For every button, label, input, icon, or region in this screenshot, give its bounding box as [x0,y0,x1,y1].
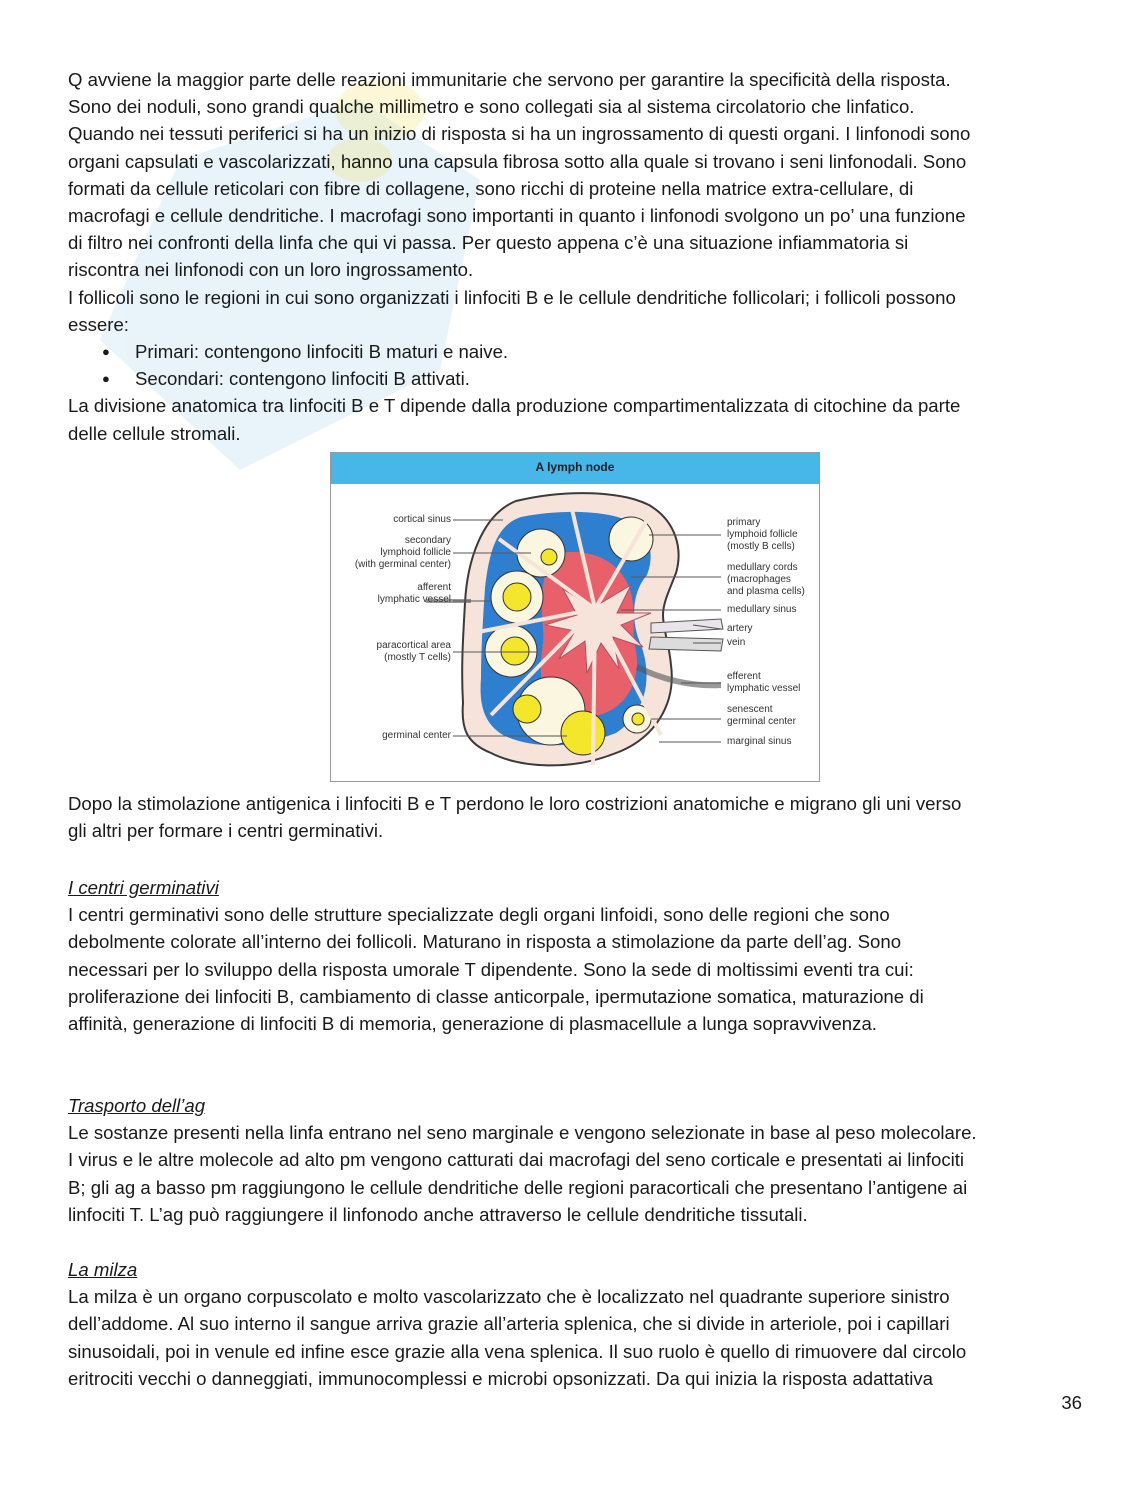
spleen-line: sinusoidali, poi in venule ed infine esce grazie alla vena splenica. Il suo ruolo è quello di rimuovere dal circolo [68,1340,967,1362]
list-item: ● Secondari: contengono linfociti B attivati. [68,365,970,392]
germinal-line: affinità, generazione di linfociti B di memoria, generazione di plasmacellule a lunga sopravvivenza. [68,1013,877,1035]
transport-line: I virus e le altre molecole ad alto pm vengono catturati dai macrofagi del seno corticale e presentati ai linfociti [68,1149,965,1171]
spleen-line: dell’addome. Al suo interno il sangue arriva grazie all’arteria splenica, che si divide in arteriole, poi i capillari [68,1313,950,1335]
after-figure-section [68,790,961,844]
intro-line: riscontra nei linfonodi con un loro ingrossamento. [68,259,474,281]
spleen-section [68,1256,966,1392]
follicles-line: delle cellule stromali. [68,422,241,444]
page-number: 36 [1061,1392,1082,1413]
germinal-line: debolmente colorate all’interno dei follicoli. Maturano in risposta a stimolazione da parte dell’ag. Sono [68,931,902,953]
germinal-line: I centri germinativi sono delle strutture specializzate degli organi linfoidi, sono delle regioni che sono [68,904,890,926]
intro-section [68,66,970,447]
germinal-center [541,549,557,565]
spleen-line: eritrociti vecchi o danneggiati, immunocomplessi e microbi opsonizzati. Da qui inizia la risposta adattativa [68,1367,934,1389]
germinal-center [503,583,531,611]
label-afferent-vessel: afferent lymphatic vessel [377,582,451,605]
list-item: ● Primari: contengono linfociti B maturi e naive. [68,338,970,365]
follicles-line: essere: [68,313,129,335]
label-secondary-follicle: secondary lymphoid follicle (with germinal center) [354,535,451,570]
germinal-center [501,637,529,665]
intro-line: Q avviene la maggior parte delle reazioni immunitarie che servono per garantire la specificità della risposta. [68,69,951,90]
intro-line: formati da cellule reticolari con fibre di collagene, sono ricchi di proteine nella matrice extra-cellulare, di [68,177,914,199]
label-senescent-germinal-center: senescent germinal center [727,704,796,727]
germinal-center [561,711,605,755]
follicle-type-list [68,338,970,392]
label-primary-follicle: primary lymphoid follicle (mostly B cells) [727,517,798,552]
figure-title: A lymph node [535,460,615,474]
label-vein: vein [727,637,746,648]
label-cortical-sinus: cortical sinus [393,514,451,525]
follicles-line: I follicoli sono le regioni in cui sono organizzati i linfociti B e le cellule dendritiche follicolari; i follicoli possono [68,286,956,308]
section-heading: La milza [68,1259,138,1280]
after-figure-line: gli altri per formare i centri germinativi. [68,820,384,842]
label-marginal-sinus: marginal sinus [727,736,792,747]
intro-line: Sono dei noduli, sono grandi qualche millimetro e sono collegati sia al sistema circolatorio che linfatico. [68,96,915,118]
germinal-center [513,695,541,723]
after-figure-line: Dopo la stimolazione antigenica i linfociti B e T perdono le loro costrizioni anatomiche e migrano gli uni verso [68,793,962,814]
lymph-node-figure [330,452,820,782]
germinal-line: necessari per lo sviluppo della risposta umorale T dipendente. Sono la sede di moltissimi eventi tra cui: [68,958,914,980]
section-heading: Trasporto dell’ag [68,1095,206,1116]
germinal-centers-section [68,874,924,1037]
intro-line: Quando nei tessuti periferici si ha un inizio di risposta si ha un ingrossamento di questi organi. I linfonodi sono [68,123,971,145]
antigen-transport-section [68,1092,977,1228]
label-germinal-center: germinal center [382,730,451,741]
follicles-line: La divisione anatomica tra linfociti B e T dipende dalla produzione compartimentalizzata di citochine da parte [68,395,961,417]
label-efferent-vessel: efferent lymphatic vessel [727,671,801,694]
transport-line: B; gli ag a basso pm raggiungono le cellule dendritiche delle regioni paracorticali che presentano l’antigene ai [68,1176,968,1198]
label-medullary-cords: medullary cords (macrophages and plasma cells) [727,562,805,597]
germinal-line: proliferazione dei linfociti B, cambiamento di classe anticorpale, ipermutazione somatica, maturazione di [68,985,924,1007]
label-artery: artery [727,623,753,634]
intro-line: organi capsulati e vascolarizzati, hanno una capsula fibrosa sotto alla quale si trovano i seni linfonodali. Sono [68,150,967,172]
label-medullary-sinus: medullary sinus [727,604,797,615]
section-heading: I centri germinativi [68,877,219,898]
senescent-core [632,713,644,725]
vein-vessel [649,637,723,651]
label-paracortical-area: paracortical area (mostly T cells) [376,640,451,663]
spleen-line: La milza è un organo corpuscolato e molto vascolarizzato che è localizzato nel quadrante superiore sinistro [68,1286,950,1308]
transport-line: Le sostanze presenti nella linfa entrano nel seno marginale e vengono selezionate in base al peso molecolare. [68,1122,977,1144]
intro-line: macrofagi e cellule dendritiche. I macrofagi sono importanti in quanto i linfonodi svolgono un po’ una funzione [68,205,966,227]
transport-line: linfociti T. L’ag può raggiungere il linfonodo anche attraverso le cellule dendritiche tissutali. [68,1203,808,1225]
intro-line: di filtro nei confronti della linfa che qui vi passa. Per questo appena c’è una situazione infiammatoria si [68,232,909,254]
